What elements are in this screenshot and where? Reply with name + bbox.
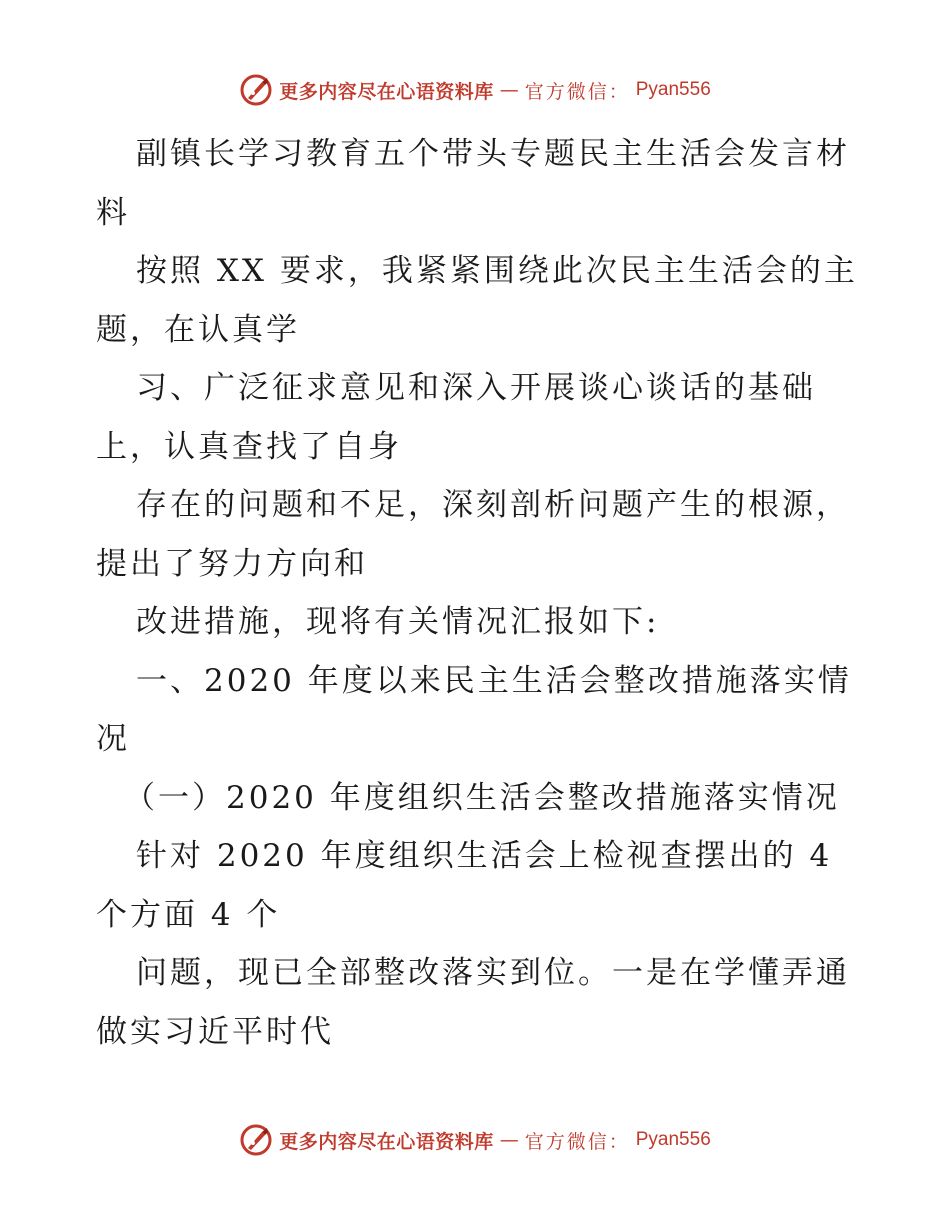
separator-dash: —	[499, 1129, 519, 1151]
paragraph-line: 按照 XX 要求，我紧紧围绕此次民主生活会的主	[136, 253, 858, 289]
section-heading: 一、2020 年度以来民主生活会整改措施落实情	[136, 662, 852, 699]
paragraph-line: 个方面 4 个	[96, 896, 281, 933]
header-watermark-banner	[0, 70, 950, 110]
watermark-group	[239, 73, 711, 107]
section-heading-cont: 况	[96, 721, 130, 757]
doc-title-line-cont: 料	[96, 194, 130, 231]
wechat-id: Pyan556	[635, 1129, 711, 1150]
promo-text: 更多内容尽在心语资料库	[279, 1130, 494, 1153]
wechat-label: 官方微信：	[524, 80, 630, 103]
wechat-id: Pyan556	[635, 79, 711, 100]
paragraph-line: 题，在认真学	[96, 311, 300, 348]
quill-logo-icon	[239, 1123, 273, 1157]
wechat-label: 官方微信：	[524, 1130, 630, 1153]
paragraph-line: 上，认真查找了自身	[96, 428, 402, 465]
doc-title-line: 副镇长学习教育五个带头专题民主生活会发言材	[136, 136, 850, 172]
document-body	[96, 125, 856, 1061]
paragraph-line: 问题，现已全部整改落实到位。一是在学懂弄通	[136, 955, 850, 991]
paragraph-line: 习、广泛征求意见和深入开展谈心谈话的基础	[136, 370, 816, 406]
watermark-group	[239, 1123, 711, 1157]
paragraph-line: 做实习近平时代	[96, 1013, 334, 1050]
paragraph-line: 提出了努力方向和	[96, 545, 368, 582]
paragraph-line: 存在的问题和不足，深刻剖析问题产生的根源，	[136, 487, 850, 523]
paragraph-line: 针对 2020 年度组织生活会上检视查摆出的 4	[136, 838, 833, 874]
paragraph-line: 改进措施，现将有关情况汇报如下:	[136, 604, 660, 640]
quill-logo-icon	[239, 73, 273, 107]
separator-dash: —	[499, 79, 519, 101]
promo-text: 更多内容尽在心语资料库	[279, 80, 494, 103]
footer-watermark-banner	[0, 1120, 950, 1160]
subsection-heading: （一）2020 年度组织生活会整改措施落实情况	[124, 779, 840, 816]
